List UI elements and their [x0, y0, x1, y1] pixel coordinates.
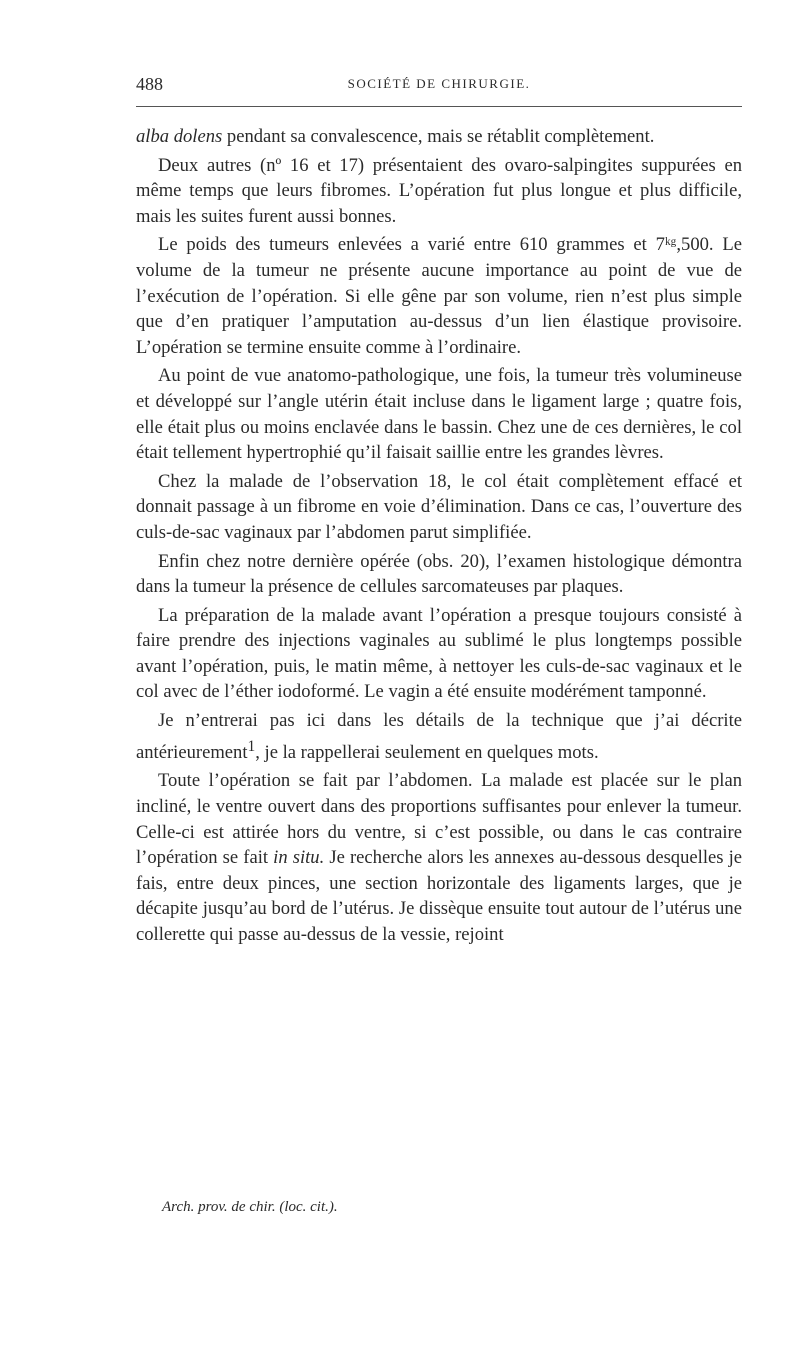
page-number: 488 — [136, 74, 163, 94]
footnote: Arch. prov. de chir. (loc. cit.). — [162, 1199, 338, 1215]
italic-term: alba dolens — [136, 126, 223, 147]
body-text — [136, 124, 742, 948]
italic-term: in situ. — [273, 847, 325, 869]
paragraph-2: Deux autres (nº 16 et 17) présentaient des ovaro-salpingites suppurées en même temps que leurs fibromes. L’opération fut plus longue et plus difficile, mais les suites furent aussi bonnes. — [136, 154, 742, 227]
paragraph-7: La préparation de la malade avant l’opération a presque toujours consisté à faire prendre des injections vaginales au sublimé le plus longtemps possible avant l’opération, puis, le matin même, à nettoyer les culs-de-sac vaginaux et le col avec de l’éther iodoformé. Le vagin a été ensuite modérément tamponné. — [136, 604, 742, 703]
paragraph-9 — [136, 768, 742, 947]
paragraph-4: Au point de vue anatomo-pathologique, une fois, la tumeur très volumineuse et développé sur l’angle utérin était incluse dans le ligament large ; quatre fois, elle était plus ou moins enclavée dans le bassin. Chez une de ces dernières, le col était tellement hypertrophié qu’il faisait saillie entre les grandes lèvres. — [136, 365, 742, 464]
page-header — [136, 74, 742, 100]
paragraph-text: pendant sa convalescence, mais se rétablit complètement. — [222, 126, 655, 147]
paragraph-text: , je la rappellerai seulement en quelques mots. — [255, 741, 599, 763]
header-rule — [136, 106, 742, 107]
paragraph-text: Je n’entrerai pas ici dans les détails de la technique que j’ai décrite antérieurement — [136, 710, 742, 763]
paragraph-text: Je recherche alors les annexes au-dessous desquelles je fais, entre deux pinces, une section horizontale des ligaments larges, que je décapite jusqu’au bord de l’utérus. Je dissèque ensuite tout autour de l’utérus une collerette qui passe au-dessus de la vessie, rejoint — [136, 847, 742, 945]
paragraph-text: Toute l’opération se fait par l’abdomen. La malade est placée sur le plan incliné, le ventre ouvert dans des proportions suffisantes pour enlever la tumeur. Celle-ci est attirée hors du ventre, si c’est possible, ou dans le cas contraire l’opération se fait — [136, 770, 742, 869]
paragraph-5: Chez la malade de l’observation 18, le col était complètement effacé et donnait passage à un fibrome en voie d’élimination. Dans ce cas, l’ouverture des culs-de-sac vaginaux par l’abdomen parut simplifiée. — [136, 470, 742, 543]
paragraph-6: Enfin chez notre dernière opérée (obs. 20), l’examen histologique démontra dans la tumeur la présence de cellules sarcomateuses par plaques. — [136, 550, 742, 598]
footnote-marker: 1 — [247, 737, 256, 755]
paragraph-3: Le poids des tumeurs enlevées a varié entre 610 grammes et 7ᵏᵍ,500. Le volume de la tumeur ne présente aucune importance au point de vue de l’exécution de l’opération. Si elle gêne par son volume, rien n’est plus simple que d’en pratiquer l’amputation au-dessus d’un lien élastique provisoire. L’opération se termine ensuite comme à l’ordinaire. — [136, 234, 742, 358]
paragraph-1 — [136, 124, 742, 150]
running-head: SOCIÉTÉ DE CHIRURGIE. — [347, 76, 531, 91]
paragraph-8 — [136, 708, 742, 765]
